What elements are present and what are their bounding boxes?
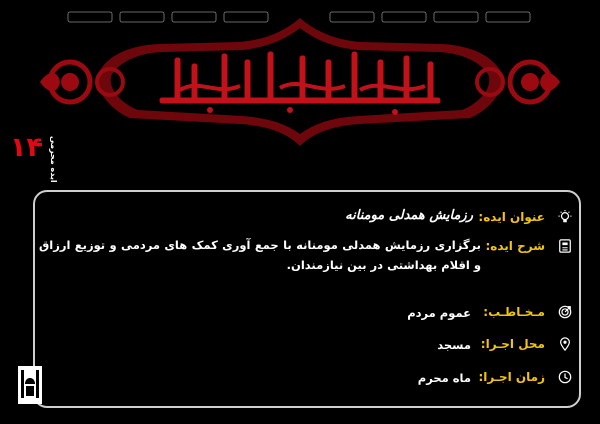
- mosque-logo: [16, 362, 44, 406]
- title-value: رزمایش همدلی مومنانه: [345, 208, 473, 223]
- location-pin-icon: [558, 337, 572, 351]
- idea-caption: ایده محرمی: [49, 136, 58, 183]
- description-value: برگزاری رزمایش همدلی مومنانه با جمع آوری کمک های مردمی و توزیع ارزاق و اقلام بهداشتی در بین نیازمندان.: [39, 238, 481, 272]
- audience-value: عموم مردم: [407, 306, 471, 320]
- location-value: مسجد: [437, 338, 471, 352]
- idea-number: ۱۴: [10, 132, 43, 163]
- audience-label: مـخـاطـب:: [483, 305, 545, 319]
- idea-card: [33, 190, 581, 408]
- description-label: شرح ایده:: [485, 239, 545, 253]
- time-value: ماه محرم: [417, 371, 471, 385]
- clock-icon: [558, 370, 572, 384]
- title-label: عنوان ایده:: [478, 210, 545, 224]
- target-icon: [558, 305, 572, 319]
- calligraphy-banner: [0, 0, 600, 150]
- document-icon: [558, 239, 572, 253]
- time-label: زمان اجـرا:: [478, 370, 545, 384]
- location-label: محل اجـرا:: [480, 337, 545, 351]
- lightbulb-icon: [558, 210, 572, 224]
